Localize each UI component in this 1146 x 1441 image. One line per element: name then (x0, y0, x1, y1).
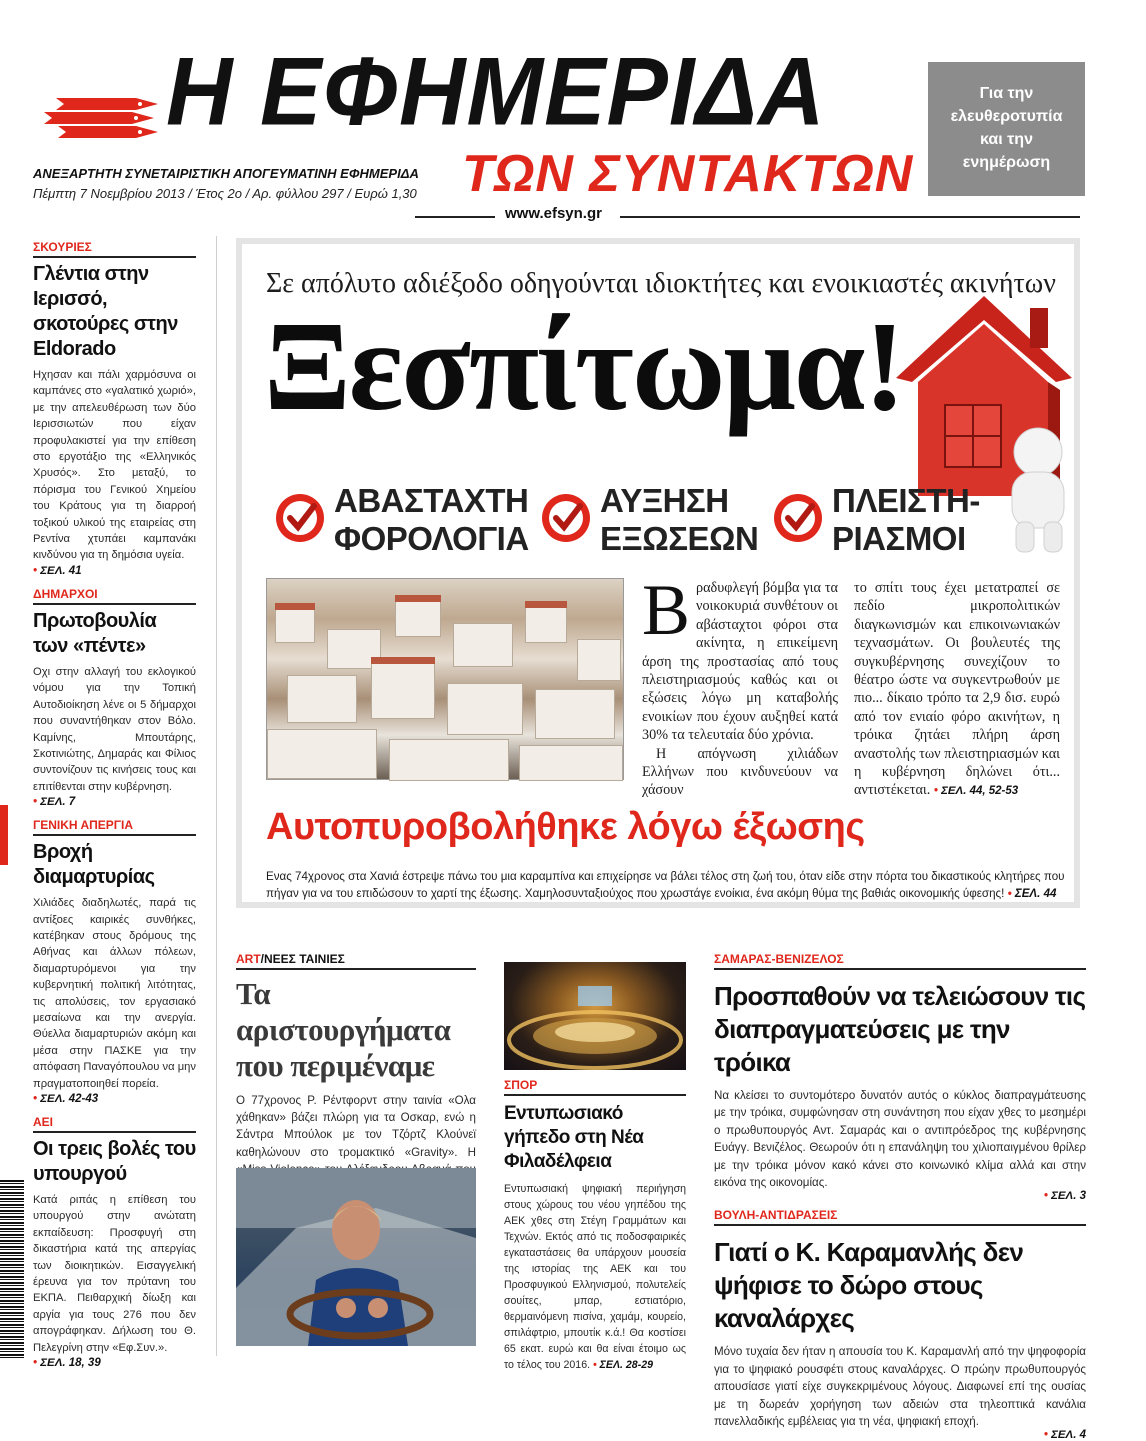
feature-bullet-line: ΕΞΩΣΕΩΝ (600, 520, 759, 557)
feature-bullet-line: ΠΛΕΙΣΤΗ- (832, 482, 980, 519)
news-brief-universities[interactable] (33, 1111, 196, 1369)
article-summary: Κατά ριπάς η επίθεση του υπουργού στην ανώτατη εκπαίδευση: Προσφυγή στη δικαστήρια κατά της απεργίας των διοικητικών. Εισαγγελική έρευνα για τον πρύτανη του ΕΚΠΑ. Πειθαρχική δίωξη και αργία για τους 276 που δεν απογράφηκαν. Δήλωση του Θ. Πελεγρίνη στην «Εφ.Συν.». (33, 1194, 196, 1354)
section-kicker: ΣΑΜΑΡΑΣ-ΒΕΝΙΖΕΛΟΣ (714, 952, 844, 966)
red-check-icon (772, 492, 824, 544)
feature-bullet-text (334, 482, 529, 558)
article-summary: Οχι στην αλλαγή του εκλογικού νόμου για την Τοπική Αυτοδιοίκηση λένε οι 5 δήμαρχοι που συναντήθηκαν στον Βόλο. Καμίνης, Μπουτάρης, Σκοτινιώτης, Δημαράς και Φίλιος συντονίζουν τις κινήσεις τους και επιτίθενται στην κυβέρνηση. (33, 665, 196, 793)
secondary-summary (266, 868, 1066, 902)
article-summary: Να κλείσει το συντομότερο δυνατόν αυτός ο κύκλος διαπραγμάτευσης με την τρόικα, συμφώνησαν στη συνάντηση που είχαν χθες το μεσημέρι ο πρωθυπουργός Αντ. Σαμαράς και ο αντιπρόεδρος της κυβέρνησης Ευάγγ. Βενιζέλος. Θεωρούν ότι η επανάληψη του χιλιοπαιγμένου θρίλερ με την τρόικα μόνον κακό κάνει στο κοινωνικό κλίμα αλλά και στην εικόνα της οικονομίας. (714, 1089, 1086, 1190)
divider (33, 256, 196, 258)
feature-bullet-line: ΑΒΑΣΤΑΧΤΗ (334, 482, 529, 519)
page-reference[interactable]: • ΣΕΛ. 4 (714, 1429, 1086, 1441)
page-reference[interactable]: • ΣΕΛ. 28-29 (593, 1359, 653, 1371)
stadium-render-photo (504, 962, 686, 1070)
divider (415, 216, 495, 218)
divider (620, 216, 1080, 218)
lead-article-text (642, 570, 838, 800)
page-reference[interactable]: • ΣΕΛ. 7 (33, 796, 196, 808)
newspaper-subtitle: ΤΩΝ ΣΥΝΤΑΚΤΩΝ (462, 145, 914, 203)
section-kicker: ΔΗΜΑΡΧΟΙ (33, 586, 98, 601)
news-story-karamanlis[interactable] (714, 1208, 1086, 1441)
feature-bullet-text (600, 482, 758, 558)
news-brief-mayors[interactable] (33, 583, 196, 808)
news-brief-strike[interactable] (33, 814, 196, 1105)
secondary-summary-text: Ενας 74χρονος στα Χανιά έστρεψε πάνω του μια καραμπίνα και επιχείρησε να βάλει τέλος στη ζωή του, όταν είδε στην πόρτα του δικαστικούς κλητήρες που πήγαν για να του επιδώσουν το χαρτί της έξωσης. Χαμηλοσυνταξιούχος που χρωστάγε ενοίκια, ένα ακόμη θύμα της βαθιάς οικονομικής ύφεσης! (266, 870, 1065, 900)
lead-article-text-continued (854, 579, 1060, 801)
article-summary-text: Ο 77χρονος Ρ. Ρέντφορντ στην ταινία «Ολα χάθηκαν» βάζει πλώρη για τα Οσκαρ, ενώ η Σάντρα Μπούλοκ με τον Τζόρτζ Κλούνεϊ καθηλώνουν στο τρομακτικό «Gravity». Η (236, 1094, 476, 1159)
page-reference[interactable]: • ΣΕΛ. 18, 39 (33, 1357, 196, 1369)
feature-bullet-line: ΡΙΑΣΜΟΙ (832, 520, 966, 557)
article-summary: Χιλιάδες διαδηλωτές, παρά τις αντίξοες καιρικές συνθήκες, κατέβηκαν στους δρόμους της Αθήνας και άλλων πόλεων, διαμαρτυρόμενοι για την κυβερνητική πολιτική λιτότητας, τις απολύσεις, τον εργασιακό μεσαίωνα και την ανεργία. Θύελλα διαμαρτυριών ακόμη και μέσα στην ΠΑΣΚΕ για την απόφαση Παναγόπουλου να μην πραγματοποιηθεί πορεία. (33, 897, 196, 1090)
section-kicker (236, 952, 476, 966)
page-reference[interactable]: • ΣΕΛ. 44 (1008, 887, 1057, 900)
slogan-line: Για την (979, 85, 1034, 102)
sport-section (504, 1078, 686, 1373)
lead-headline[interactable]: Ξεσπίτωμα! (264, 295, 904, 437)
lead-story (236, 238, 1080, 908)
section-kicker: ΓΕΝΙΚΗ ΑΠΕΡΓΙΑ (33, 818, 133, 833)
article-headline[interactable]: Πρωτοβουλία των «πέντε» (33, 609, 157, 657)
divider (504, 1094, 686, 1096)
article-summary: Ηχησαν και πάλι χαρμόσυνα οι καμπάνες στο «γαλατικό χωριό», με την απελευθέρωση των δύο Ιερισσιωτών που είχαν προφυλακιστεί για την επίθεση στο εργοτάξιο της «Ελληνικός Χρυσός». Στο μεταξύ, το πόρισμα του Γενικού Χημείου του Κράτους για τη διαρροή τοξικού υλικού της εταιρείας στη Ρεντίνα χτυπάει καμπανάκι κινδύνου για τη δημόσια υγεία. (33, 369, 196, 562)
news-brief-skouries[interactable] (33, 236, 196, 577)
pen-nibs-logo-icon (36, 92, 166, 142)
news-story-troika[interactable] (714, 952, 1086, 1202)
drop-cap: Β (642, 570, 691, 650)
red-check-icon (540, 492, 592, 544)
article-summary (504, 1181, 686, 1373)
red-check-icon (274, 492, 326, 544)
page-reference[interactable]: • ΣΕΛ. 41 (33, 565, 196, 577)
lead-kicker: Σε απόλυτο αδιέξοδο οδηγούνται ιδιοκτήτες και ενοικιαστές ακινήτων (266, 268, 1056, 299)
spine-date-strip (0, 805, 8, 865)
divider (714, 1224, 1086, 1226)
article-headline[interactable]: Τα αριστουργήματα που περιμέναμε (236, 976, 451, 1083)
feature-bullet-line: ΦΟΡΟΛΟΓΙΑ (334, 520, 529, 557)
article-headline[interactable]: Οι τρεις βολές του υπουργού (33, 1138, 196, 1185)
divider (236, 968, 476, 970)
section-kicker: ΒΟΥΛΗ-ΑΝΤΙΔΡΑΣΕΙΣ (714, 1208, 838, 1223)
divider (33, 834, 196, 836)
lead-paragraph: ραδυφλεγή βόμβα για τα νοικοκυριά συνθέτουν οι αβάσταχτοι φόροι στα ακίνητα, η επικείμενη άρση της προστασίας από τους πλειστηριασμούς καθώς και οι εξώσεις λόγω μη καταβολής ενοικίων που έχουν αυξηθεί κατά 30% τα τελευταία δύο χρόνια. (642, 580, 838, 744)
section-kicker: ΣΚΟΥΡΙΕΣ (33, 240, 92, 254)
website-link[interactable]: www.efsyn.gr (505, 205, 602, 222)
left-news-column (33, 236, 196, 1375)
article-summary: Μόνο τυχαία δεν ήταν η απουσία του Κ. Καραμανλή από την ψηφοφορία για το ψηφιακό ρουσφέτι στους καναλάρχες. Ο πρώην πρωθυπουργός απουσίασε γιατί είχε συγκεκριμένους λόγους. Διαφωνεί επί της ουσίας με τη δωρεάν χορήγηση των αδειών στα τηλεοπτικά κανάλια πανελλαδικής εμβέλειας για τη νέα, ψηφιακή εποχή. (714, 1345, 1086, 1429)
article-headline[interactable]: Εντυπωσιακό γήπεδο στη Νέα Φιλαδέλφεια (504, 1103, 644, 1172)
issue-info: Πέμπτη 7 Νοεμβρίου 2013 / Έτος 2ο / Αρ. φύλλου 297 / Ευρώ 1,30 (33, 186, 417, 201)
feature-bullet-line: ΑΥΞΗΣΗ (600, 482, 729, 519)
secondary-headline[interactable]: Αυτοπυροβολήθηκε λόγω έξωσης (266, 806, 865, 848)
newspaper-title: Η ΕΦΗΜΕΡΙΔΑ (166, 38, 826, 146)
section-kicker: ΑΕΙ (33, 1115, 54, 1129)
article-headline[interactable]: Γιατί ο Κ. Καραμανλής δεν ψήφισε το δώρο στους καναλάρχες (714, 1237, 1024, 1334)
feature-bullet-text (832, 482, 980, 558)
slogan-line: και την (980, 131, 1033, 148)
divider (33, 603, 196, 605)
article-summary-text: Εντυπωσιακή ψηφιακή περιήγηση στους χώρους του νέου γηπέδου της ΑΕΚ χθες στη Στέγη Γραμμάτων και Τεχνών. Εκτός από τις ποδοσφαιρικές εγκαταστάσεις θα υπάρχουν μουσεία της ιστορίας της ΑΕΚ και του Προσφυγικού Ελληνισμού, πολυτελείς σουίτες, μπαρ, εστιατόριο, θερμαινόμενη πισίνα, χαμάμ, κουρείο, σπιλάφτριο, μπουτίκ κ.ά.! Θα κοστίσει 65 εκατ. ευρώ και θα είναι έτοιμο ως το τέλος του 2016. (504, 1183, 686, 1371)
politics-section (714, 952, 1086, 1441)
slogan-line: ελευθεροτυπία (950, 108, 1063, 125)
page-reference[interactable]: • ΣΕΛ. 42-43 (33, 1093, 196, 1105)
masthead (0, 0, 1146, 230)
section-kicker: ΣΠΟΡ (504, 1078, 538, 1092)
article-headline[interactable]: Γλέντια στην Ιερισσό, σκοτούρες στην Eldorado (33, 263, 178, 360)
section-kicker-accent: ART (236, 952, 261, 966)
slogan-box (928, 62, 1085, 196)
actor-on-boat-photo (236, 1168, 476, 1346)
page-reference[interactable]: • ΣΕΛ. 44, 52-53 (934, 785, 1018, 797)
article-headline[interactable]: Βροχή διαμαρτυρίας (33, 841, 155, 889)
article-headline[interactable]: Προσπαθούν να τελειώσουν τις διαπραγματεύσεις με την τρόικα (714, 981, 1086, 1077)
divider (33, 1131, 196, 1133)
slogan-line: ενημέρωση (962, 154, 1051, 171)
lead-paragraph-3: το σπίτι τους έχει μετατραπεί σε πεδίο μικροπολιτικών διαγκωνισμών και επικοινωνιακών τεχνασμάτων. Οι βουλευτές της συγκυβέρνησης συνεχίζουν το θέατρο ώστε να συγκεντρωθούν με πιο... δίκαιο τρόπο τα 2,9 δισ. ευρώ από τον ενιαίο φόρο ακινήτων, η τρόικα ζητάει πλήρη άρση αναστολής των πλειστηριασμών και η κυβέρνηση δηλώνει ότι... αντιστέκεται. (854, 580, 1060, 799)
lead-paragraph-2: Η απόγνωση χιλιάδων Ελλήνων που κινδυνεύουν να χάσουν (642, 745, 838, 799)
page-reference[interactable]: • ΣΕΛ. 3 (714, 1190, 1086, 1202)
city-apartments-photo (266, 578, 624, 780)
divider (714, 968, 1086, 970)
barcode (0, 1180, 24, 1360)
section-kicker-text: /ΝΕΕΣ ΤΑΙΝΙΕΣ (260, 952, 345, 966)
column-divider (216, 236, 217, 1356)
newspaper-tagline: ΑΝΕΞΑΡΤΗΤΗ ΣΥΝΕΤΑΙΡΙΣΤΙΚΗ ΑΠΟΓΕΥΜΑΤΙΝΗ ΕΦΗΜΕΡΙΔΑ (33, 166, 419, 181)
